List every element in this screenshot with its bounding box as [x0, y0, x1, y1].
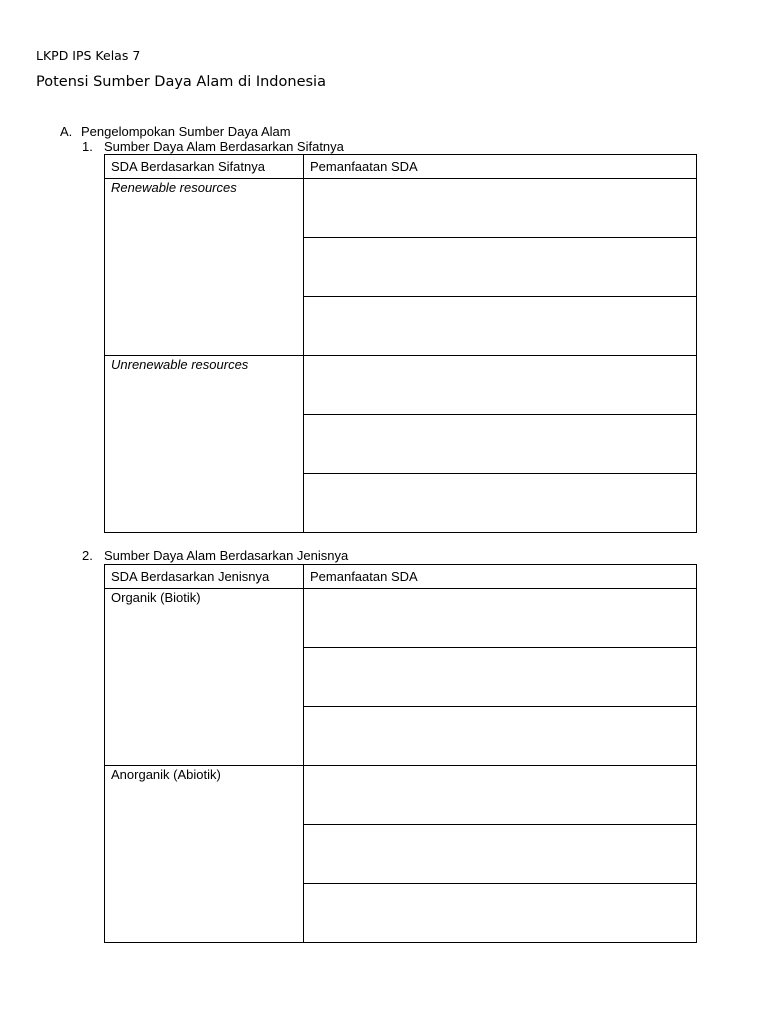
table-header-row — [105, 155, 697, 179]
document-title: Potensi Sumber Daya Alam di Indonesia — [36, 74, 326, 90]
usage-cell[interactable] — [304, 766, 697, 825]
category-cell-anorganik: Anorganik (Abiotik) — [105, 766, 304, 943]
usage-cell[interactable] — [304, 589, 697, 648]
usage-cell[interactable] — [304, 179, 697, 238]
usage-cell[interactable] — [304, 707, 697, 766]
table-sda-jenis — [104, 564, 697, 943]
section-a-title: Pengelompokan Sumber Daya Alam — [81, 124, 291, 139]
table2-heading — [82, 548, 348, 563]
usage-cell[interactable] — [304, 356, 697, 415]
usage-cell[interactable] — [304, 825, 697, 884]
usage-cell[interactable] — [304, 884, 697, 943]
usage-cell[interactable] — [304, 238, 697, 297]
section-a-marker: A. — [60, 124, 73, 139]
table-row — [105, 589, 697, 648]
category-cell-renewable: Renewable resources — [105, 179, 304, 356]
column-header-usage: Pemanfaatan SDA — [304, 565, 697, 589]
column-header-category: SDA Berdasarkan Sifatnya — [105, 155, 304, 179]
usage-cell[interactable] — [304, 297, 697, 356]
usage-cell[interactable] — [304, 415, 697, 474]
column-header-category: SDA Berdasarkan Jenisnya — [105, 565, 304, 589]
document-label: LKPD IPS Kelas 7 — [36, 48, 141, 63]
category-cell-organik: Organik (Biotik) — [105, 589, 304, 766]
table1-title: Sumber Daya Alam Berdasarkan Sifatnya — [104, 139, 344, 154]
category-cell-unrenewable: Unrenewable resources — [105, 356, 304, 533]
table-sda-sifat — [104, 154, 697, 533]
usage-cell[interactable] — [304, 474, 697, 533]
section-a-heading — [60, 124, 291, 139]
table-header-row — [105, 565, 697, 589]
usage-cell[interactable] — [304, 648, 697, 707]
table-row — [105, 179, 697, 238]
table1-heading — [82, 139, 344, 154]
table2-title: Sumber Daya Alam Berdasarkan Jenisnya — [104, 548, 349, 563]
table-row — [105, 766, 697, 825]
table-row — [105, 356, 697, 415]
table1-marker: 1. — [82, 139, 93, 154]
table2-marker: 2. — [82, 548, 93, 563]
column-header-usage: Pemanfaatan SDA — [304, 155, 697, 179]
